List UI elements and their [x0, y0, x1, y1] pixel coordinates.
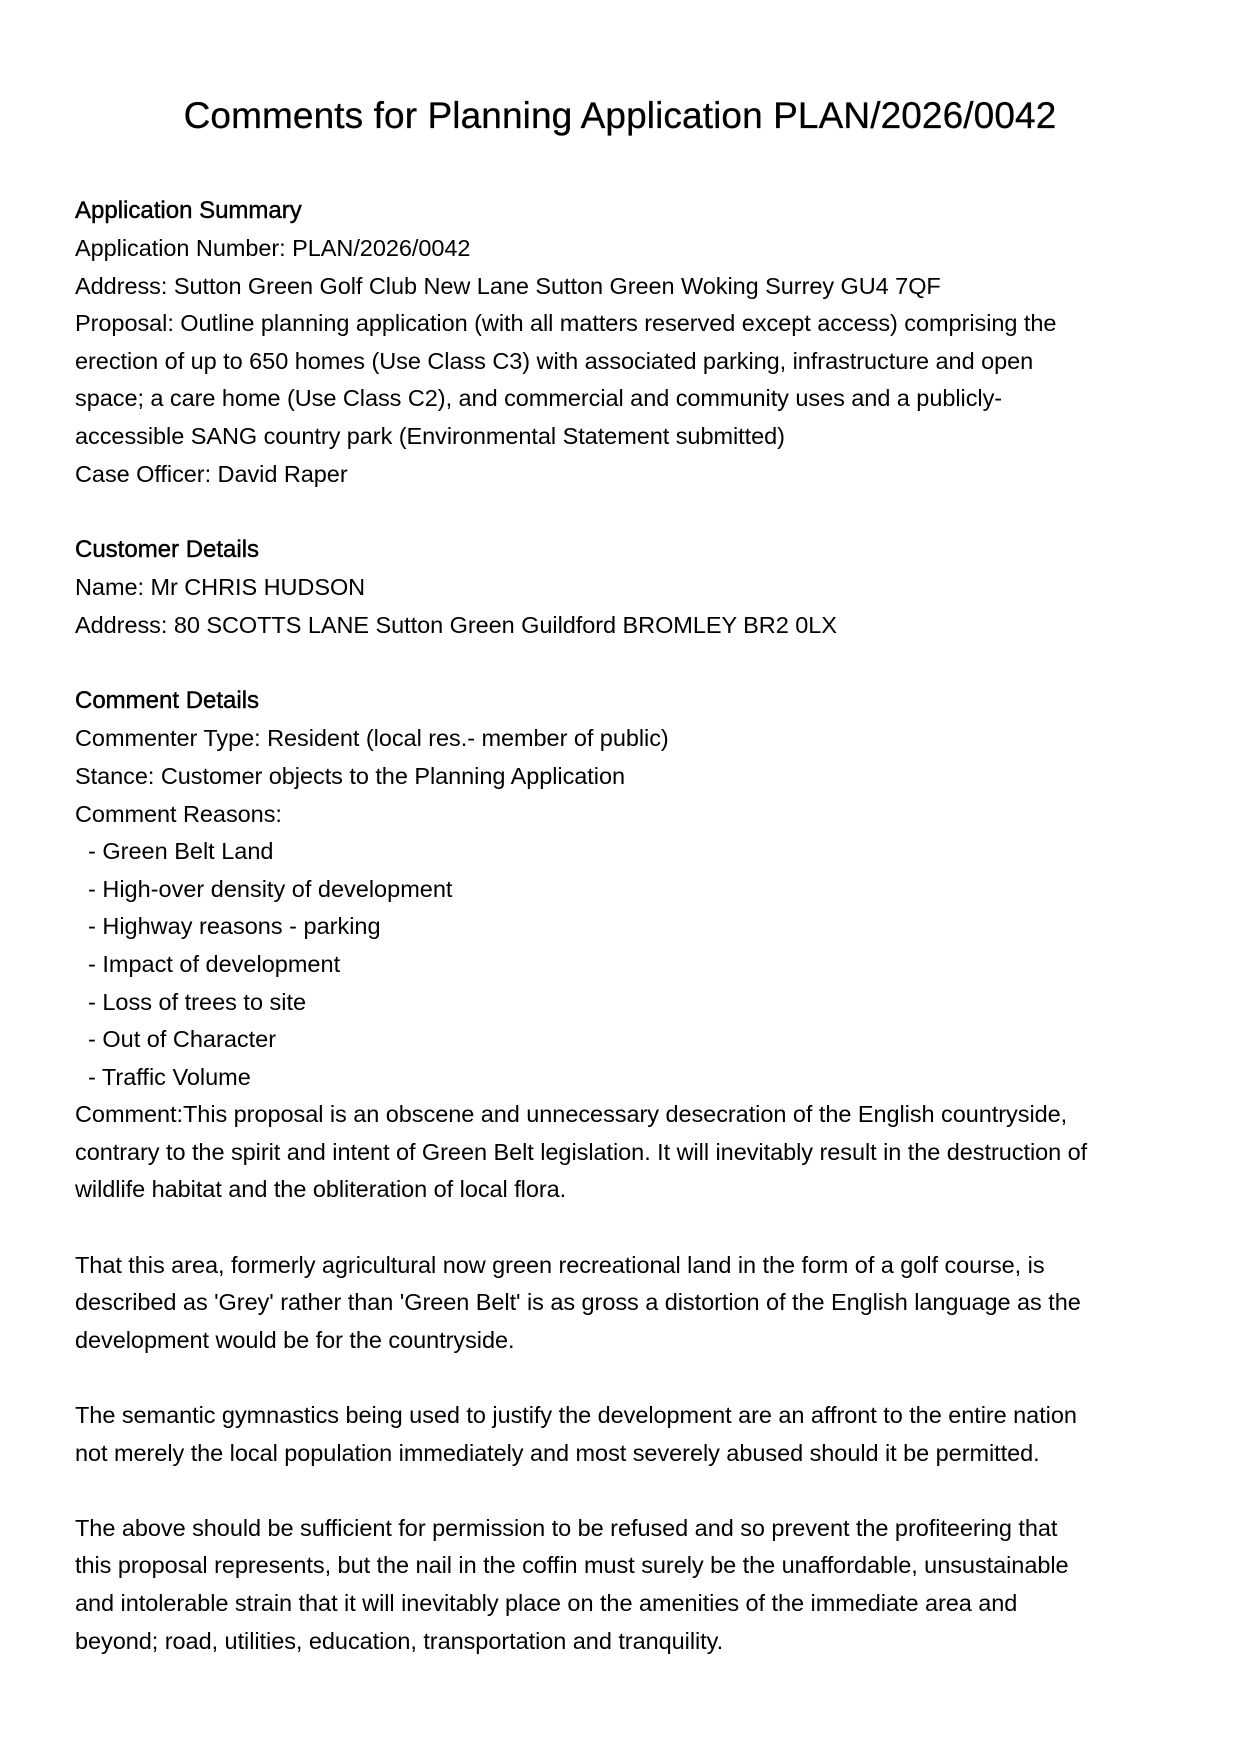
- comment-line: The semantic gymnastics being used to justify the development are an affront to the entire nation: [75, 1402, 1077, 1429]
- comment-paragraph: [75, 1247, 1175, 1360]
- comment-details-section: [75, 682, 1175, 1660]
- application-summary-heading: Application Summary: [75, 197, 302, 224]
- comment-paragraph: [75, 1510, 1175, 1660]
- comment-reasons-label: Comment Reasons:: [75, 800, 282, 827]
- application-address: Address: Sutton Green Golf Club New Lane Sutton Green Woking Surrey GU4 7QF: [75, 272, 941, 299]
- customer-name: Name: Mr CHRIS HUDSON: [75, 574, 366, 601]
- list-item: - Green Belt Land: [88, 838, 274, 865]
- customer-address: Address: 80 SCOTTS LANE Sutton Green Guildford BROMLEY BR2 0LX: [75, 611, 837, 638]
- comment-line: The above should be sufficient for permission to be refused and so prevent the profiteering that: [75, 1514, 1058, 1541]
- proposal-line-4: accessible SANG country park (Environmental Statement submitted): [75, 422, 785, 449]
- comment-line: That this area, formerly agricultural now green recreational land in the form of a golf course, is: [75, 1251, 1045, 1278]
- list-item: - High-over density of development: [88, 875, 453, 902]
- comment-reasons-list: [75, 833, 1175, 1096]
- comment-paragraph: [75, 1397, 1175, 1472]
- comment-line: not merely the local population immediately and most severely abused should it be permitted.: [75, 1439, 1040, 1466]
- comment-paragraph: [75, 1096, 1175, 1209]
- comment-line: development would be for the countryside.: [75, 1326, 515, 1353]
- list-item: - Highway reasons - parking: [88, 913, 381, 940]
- proposal-line-1: Proposal: Outline planning application (with all matters reserved except access) comprising the: [75, 310, 1057, 337]
- list-item: - Loss of trees to site: [88, 988, 307, 1015]
- case-officer: Case Officer: David Raper: [75, 460, 348, 487]
- list-item: - Impact of development: [88, 950, 341, 977]
- customer-details-section: [75, 531, 1175, 644]
- comment-details-heading: Comment Details: [75, 687, 260, 715]
- proposal-line-3: space; a care home (Use Class C2), and commercial and community uses and a publicly-: [75, 385, 1003, 412]
- page-title: Comments for Planning Application PLAN/2026/0042: [183, 95, 1057, 136]
- stance: Stance: Customer objects to the Planning Application: [75, 762, 625, 789]
- commenter-type: Commenter Type: Resident (local res.- member of public): [75, 725, 669, 752]
- document-page: [75, 90, 1175, 1660]
- comment-line: contrary to the spirit and intent of Green Belt legislation. It will inevitably result in the destruction of: [75, 1138, 1088, 1165]
- comment-line: this proposal represents, but the nail in the coffin must surely be the unaffordable, unsustainable: [75, 1552, 1069, 1579]
- comment-line: described as 'Grey' rather than 'Green Belt' is as gross a distortion of the English language as the: [75, 1289, 1081, 1316]
- application-number: Application Number: PLAN/2026/0042: [75, 235, 471, 261]
- comment-line: and intolerable strain that it will inevitably place on the amenities of the immediate area and: [75, 1590, 1018, 1616]
- application-summary-section: [75, 192, 1175, 493]
- list-item: - Out of Character: [88, 1026, 277, 1053]
- comment-line: wildlife habitat and the obliteration of local flora.: [75, 1176, 567, 1203]
- customer-details-heading: Customer Details: [75, 536, 260, 564]
- comment-line: Comment:This proposal is an obscene and unnecessary desecration of the English countryside,: [75, 1101, 1068, 1128]
- proposal-line-2: erection of up to 650 homes (Use Class C3) with associated parking, infrastructure and open: [75, 347, 1034, 374]
- comment-line: beyond; road, utilities, education, transportation and tranquility.: [75, 1627, 724, 1654]
- list-item: - Traffic Volume: [88, 1063, 251, 1090]
